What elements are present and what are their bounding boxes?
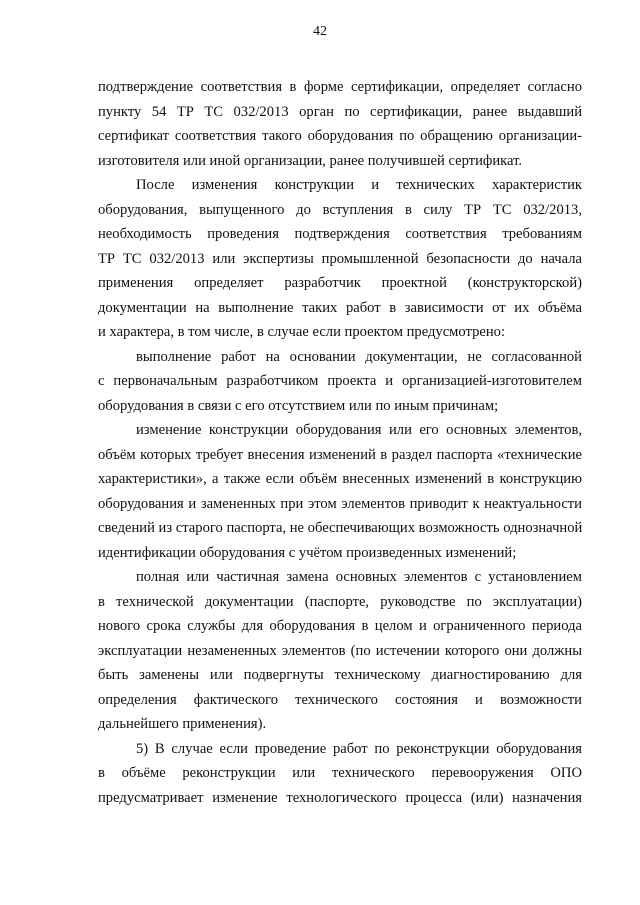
text-line: и характера, в том числе, в случае если проектом предусмотрено:	[98, 324, 506, 340]
text-line: объём которых требует внесения изменений в раздел паспорта «технические	[98, 446, 582, 463]
text-line: оборудования в связи с его отсутствием или по иным причинам;	[98, 397, 499, 414]
text-line: быть заменены или подвергнуты техническому диагностированию для	[98, 667, 582, 683]
text-line: необходимость проведения подтверждения соответствия требованиям	[98, 226, 582, 242]
text-line: изготовителя или иной организации, ранее получившей сертификат.	[98, 152, 523, 169]
text-line: изменение конструкции оборудования или его основных элементов,	[136, 422, 582, 438]
text-line: применения определяет разработчик проектной (конструкторской)	[98, 275, 582, 291]
text-line: в объёме реконструкции или технического перевооружения ОПО	[98, 765, 582, 781]
text-line: определения фактического технического состояния и возможности	[98, 691, 582, 708]
text-line: с первоначальным разработчиком проекта и организацией-изготовителем	[98, 373, 582, 389]
text-line: оборудования, выпущенного до вступления в силу ТР ТС 032/2013,	[98, 201, 582, 218]
text-line: эксплуатации незамененных элементов (по истечении которого они должны	[98, 642, 582, 659]
text-line: характеристики», а также если объём внесенных изменений в конструкцию	[98, 471, 582, 487]
text-line: предусматривает изменение технологического процесса (или) назначения	[98, 789, 582, 806]
text-line: нового срока службы для оборудования в целом и ограниченного периода	[98, 618, 582, 634]
text-line: сведений из старого паспорта, не обеспечивающих возможность однозначной	[98, 520, 583, 536]
page-number: 42	[313, 24, 327, 39]
text-line: выполнение работ на основании документации, не согласованной	[136, 348, 582, 365]
text-line: документации на выполнение таких работ в зависимости от их объёма	[98, 299, 582, 316]
text-line: пункту 54 ТР ТС 032/2013 орган по сертификации, ранее выдавший	[98, 103, 582, 120]
text-line: дальнейшего применения).	[98, 716, 267, 732]
text-line: 5) В случае если проведение работ по реконструкции оборудования	[136, 740, 582, 757]
text-line: сертификат соответствия такого оборудования по обращению организации-	[98, 128, 582, 144]
text-line: подтверждение соответствия в форме сертификации, определяет согласно	[98, 79, 582, 95]
text-line: идентификации оборудования с учётом произведенных изменений;	[98, 544, 517, 561]
text-line: оборудования и замененных при этом элементов приводит к неактуальности	[98, 495, 582, 512]
text-line: в технической документации (паспорте, руководстве по эксплуатации)	[98, 593, 582, 610]
text-line: полная или частичная замена основных элементов с установлением	[136, 569, 582, 585]
text-line: ТР ТС 032/2013 или экспертизы промышленной безопасности до начала	[98, 250, 582, 267]
text-line: После изменения конструкции и технических характеристик	[136, 177, 582, 193]
